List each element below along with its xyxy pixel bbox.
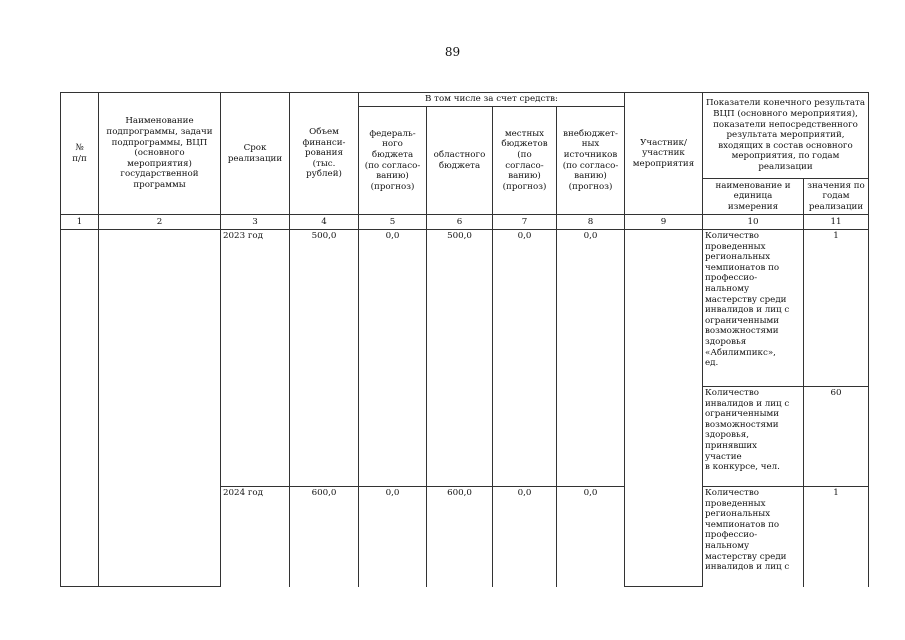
cell-year: 2024 год — [221, 487, 290, 587]
cell-federal: 0,0 — [359, 230, 427, 487]
text-line: государственной — [120, 169, 199, 180]
column-number: 9 — [625, 215, 703, 230]
text-line: Количество — [705, 388, 759, 398]
text-line: принявших — [705, 440, 758, 451]
header-regional — [427, 107, 493, 215]
text-line: (тыс. — [312, 158, 336, 169]
text-line: реализации — [808, 201, 864, 212]
text-line: бюджета — [438, 160, 481, 171]
cell-extrabudget: 0,0 — [557, 487, 625, 587]
text-line: п/п — [72, 153, 87, 164]
text-line: Количество — [705, 231, 759, 241]
column-number: 5 — [359, 215, 427, 230]
text-line: в конкурсе, чел. — [705, 462, 780, 473]
text-line: региональных — [705, 252, 771, 263]
cell-indicator-value: 60 — [804, 387, 869, 487]
header-indicator-name — [703, 179, 804, 215]
table-row — [61, 230, 869, 387]
text-line: рования — [305, 148, 343, 159]
text-line: (по согласо- — [364, 160, 421, 171]
text-line: (основного — [134, 148, 185, 159]
text-line: проведенных — [705, 498, 766, 509]
text-line: (прогноз) — [502, 181, 547, 192]
column-number: 4 — [290, 215, 359, 230]
cell-year: 2023 год — [221, 230, 290, 487]
text-line: здоровья, — [705, 430, 749, 441]
text-line: инвалидов и лиц с — [705, 562, 790, 573]
text-line: результата мероприятий, — [726, 130, 845, 141]
text-line: Наименование — [125, 116, 194, 127]
text-line: ванию) — [376, 171, 409, 182]
text-line: бюджетов — [501, 139, 548, 150]
column-number: 7 — [493, 215, 557, 230]
text-line: (прогноз) — [370, 181, 415, 192]
column-number: 3 — [221, 215, 290, 230]
text-line: областного — [433, 149, 486, 160]
text-line: программы — [133, 179, 186, 190]
text-line: профессио- — [705, 530, 758, 541]
cell-federal: 0,0 — [359, 487, 427, 587]
text-line: мероприятия, по годам — [731, 151, 840, 162]
text-line: «Абилимпикс», — [705, 347, 776, 358]
column-number: 10 — [703, 215, 804, 230]
header-participant — [625, 93, 703, 215]
cell-regional: 500,0 — [427, 230, 493, 487]
cell-indicator-name — [703, 230, 804, 387]
text-line: реализации — [758, 161, 813, 172]
text-line: единица — [733, 191, 773, 202]
text-line: ограниченными — [705, 315, 780, 326]
text-line: показатели непосредственного — [713, 119, 858, 130]
text-line: измерения — [727, 201, 779, 212]
text-line: согласо- — [505, 160, 544, 171]
text-line: входящих в состав основного — [718, 140, 853, 151]
text-line: профессио- — [705, 273, 758, 284]
header-extrabudget — [557, 107, 625, 215]
header-name — [99, 93, 221, 215]
header-local — [493, 107, 557, 215]
text-line: федераль- — [369, 128, 416, 139]
text-line: инвалидов и лиц с — [705, 398, 790, 409]
text-line: бюджета — [371, 149, 414, 160]
header-volume — [290, 93, 359, 215]
text-line: региональных — [705, 509, 771, 520]
column-number: 6 — [427, 215, 493, 230]
text-line: инвалидов и лиц с — [705, 305, 790, 316]
text-line: мероприятия) — [127, 158, 192, 169]
program-table — [60, 92, 869, 587]
text-line: участник — [642, 148, 685, 159]
cell-participant — [625, 230, 703, 587]
text-line: ванию) — [508, 171, 541, 182]
header-federal — [359, 107, 427, 215]
cell-name — [99, 230, 221, 587]
header-indicators-group — [703, 93, 869, 179]
text-line: нальному — [705, 540, 750, 551]
column-number: 1 — [61, 215, 99, 230]
cell-indicator-value: 1 — [804, 230, 869, 387]
cell-local: 0,0 — [493, 230, 557, 487]
text-line: ванию) — [574, 171, 607, 182]
text-line: здоровья — [705, 336, 747, 347]
text-line: Объем — [309, 127, 339, 138]
header-indicator-value — [804, 179, 869, 215]
cell-total: 500,0 — [290, 230, 359, 487]
column-number: 11 — [804, 215, 869, 230]
text-line: чемпионатов по — [705, 262, 780, 273]
cell-indicator-name — [703, 487, 804, 587]
text-line: ВЦП (основного мероприятия), — [713, 109, 858, 120]
cell-regional: 600,0 — [427, 487, 493, 587]
text-line: подпрограммы, задачи — [106, 127, 213, 138]
text-line: мероприятия — [632, 158, 695, 169]
text-line: реализации — [227, 153, 283, 164]
text-line: ед. — [705, 358, 719, 369]
text-line: годам — [822, 191, 850, 202]
text-line: внебюджет- — [563, 128, 618, 139]
text-line: подпрограммы, ВЦП — [111, 137, 208, 148]
text-line: (по согласо- — [562, 160, 619, 171]
cell-indicator-name — [703, 387, 804, 487]
column-number: 8 — [557, 215, 625, 230]
cell-total: 600,0 — [290, 487, 359, 587]
text-line: ограниченными — [705, 409, 780, 420]
cell-local: 0,0 — [493, 487, 557, 587]
text-line: мастерству среди — [705, 294, 787, 305]
header-term — [221, 93, 290, 215]
text-line: ных — [581, 139, 600, 150]
text-line: местных — [504, 128, 545, 139]
text-line: наименование и — [715, 180, 791, 191]
text-line: возможностями — [705, 419, 779, 430]
text-line: (прогноз) — [568, 181, 613, 192]
text-line: возможностями — [705, 326, 779, 337]
text-line: ного — [382, 139, 403, 150]
text-line: источников — [563, 149, 618, 160]
text-line: Участник/ — [640, 137, 687, 148]
page-number: 89 — [444, 45, 461, 59]
cell-indicator-value: 1 — [804, 487, 869, 587]
column-number: 2 — [99, 215, 221, 230]
text-line: значения по — [807, 180, 865, 191]
text-line: проведенных — [705, 241, 766, 252]
header-number — [61, 93, 99, 215]
cell-extrabudget: 0,0 — [557, 230, 625, 487]
text-line: рублей) — [306, 169, 342, 180]
text-line: Количество — [705, 488, 759, 498]
text-line: Показатели конечного результата — [705, 98, 866, 109]
text-line: мастерству среди — [705, 551, 787, 562]
column-numbers-row — [61, 215, 869, 230]
cell-number — [61, 230, 99, 587]
text-line: нальному — [705, 283, 750, 294]
header-funding-group: В том числе за счет средств: — [359, 93, 625, 107]
text-line: участие — [705, 451, 742, 462]
text-line: Срок — [243, 142, 267, 153]
text-line: (по — [517, 149, 532, 160]
text-line: финанси- — [302, 137, 346, 148]
text-line: чемпионатов по — [705, 519, 780, 530]
text-line: № — [75, 142, 84, 153]
